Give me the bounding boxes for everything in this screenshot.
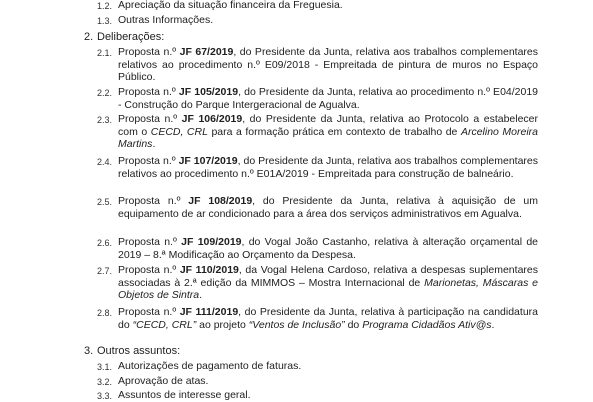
proposal-text: , do Presidente da Junta, relativa à aquisição de um equipamento de ar condicionado para a área dos serviços administrativos em Agualva. xyxy=(118,195,539,220)
item-number: 2.5. xyxy=(97,197,113,207)
item-number: 2.7. xyxy=(97,266,113,276)
proposal-item xyxy=(118,155,538,180)
item-number: 3.1. xyxy=(97,362,113,372)
section-number: 3. xyxy=(84,345,94,357)
proposal-item xyxy=(118,46,538,84)
proposal-item xyxy=(118,306,538,331)
proposal-ref: JF 105/2019 xyxy=(178,86,239,98)
agenda-item: Outras Informações. xyxy=(118,14,214,26)
item-number: 1.3. xyxy=(97,16,113,26)
proposal-prefix: Proposta n.º xyxy=(118,264,180,276)
proposal-text: , do Presidente da Junta, relativa aos trabalhos complementares relativos ao procedimento n.º E01A/2019 - Empreitada para construção de balneário. xyxy=(118,155,539,180)
proposal-entity: “CECD, CRL” xyxy=(132,318,197,331)
proposal-ref: JF 108/2019 xyxy=(188,195,253,207)
proposal-program: Programa Cidadãos Ativ@s xyxy=(362,318,492,331)
proposal-text: , do Presidente da Junta, relativa ao Protocolo a estabelecer com o xyxy=(118,113,539,138)
item-number: 1.2. xyxy=(97,1,113,11)
item-number: 3.2. xyxy=(97,377,113,387)
proposal-ref: JF 110/2019 xyxy=(179,264,239,276)
proposal-ref: JF 67/2019 xyxy=(179,46,234,58)
agenda-item: Apreciação da situação financeira da Freguesia. xyxy=(118,0,343,11)
proposal-prefix: Proposta n.º xyxy=(118,46,180,58)
proposal-text: . xyxy=(491,318,495,331)
section-number: 2. xyxy=(84,31,94,43)
proposal-ref: JF 109/2019 xyxy=(181,236,242,248)
item-number: 2.2. xyxy=(97,88,113,98)
proposal-text: , do Presidente da Junta, relativa à participação na candidatura do xyxy=(118,306,538,331)
item-number: 2.1. xyxy=(97,48,113,58)
proposal-text: para a formação prática em contexto de trabalho de xyxy=(207,125,461,138)
proposal-text: . xyxy=(199,289,203,302)
proposal-ref: JF 111/2019 xyxy=(179,306,239,318)
proposal-item xyxy=(118,236,538,261)
section-title: Outros assuntos: xyxy=(97,345,181,357)
proposal-ref: JF 106/2019 xyxy=(181,113,243,125)
agenda-item: Autorizações de pagamento de faturas. xyxy=(118,360,302,372)
proposal-item xyxy=(118,195,538,220)
proposal-text: , do Vogal João Castanho, relativa à alteração orçamental de 2019 – 8.ª Modificação ao Orçamento da Despesa. xyxy=(118,236,538,261)
proposal-entity: CECD, CRL xyxy=(150,125,208,138)
proposal-prefix: Proposta n.º xyxy=(118,155,179,167)
proposal-text: , da Vogal Helena Cardoso, relativa a despesas suplementares associadas à 2.ª edição da MIMMOS – Mostra Internacional de xyxy=(118,264,538,289)
item-number: 2.4. xyxy=(97,157,113,167)
proposal-text: do xyxy=(344,318,363,331)
item-number: 2.8. xyxy=(97,308,113,318)
proposal-prefix: Proposta n.º xyxy=(118,113,182,125)
agenda-item: Aprovação de atas. xyxy=(118,375,209,387)
section-title: Deliberações: xyxy=(97,31,165,43)
proposal-text: ao projeto xyxy=(196,318,249,331)
item-number: 3.3. xyxy=(97,391,113,401)
proposal-text: . xyxy=(152,138,156,151)
proposal-text: , do Presidente da Junta, relativa ao procedimento n.º E04/2019 - Construção do Parque Intergeracional de Agualva. xyxy=(118,86,539,111)
item-number: 2.3. xyxy=(97,115,113,125)
proposal-prefix: Proposta n.º xyxy=(118,236,182,248)
proposal-ref: JF 107/2019 xyxy=(178,155,238,167)
proposal-item xyxy=(118,264,538,302)
proposal-item xyxy=(118,86,538,111)
agenda-item: Assuntos de interesse geral. xyxy=(118,389,251,401)
proposal-event: Marionetas, Máscaras e Objetos de Sintra xyxy=(118,276,539,302)
item-number: 2.6. xyxy=(97,238,113,248)
proposal-prefix: Proposta n.º xyxy=(118,306,180,318)
proposal-prefix: Proposta n.º xyxy=(118,195,189,207)
proposal-person: Arcelino Moreira Martins xyxy=(118,125,538,151)
proposal-project: “Ventos de Inclusão” xyxy=(248,318,345,331)
proposal-item xyxy=(118,113,538,151)
proposal-prefix: Proposta n.º xyxy=(118,86,179,98)
proposal-text: , do Presidente da Junta, relativa aos trabalhos complementares relativos ao procedimento n.º E09/2018 - Empreitada de pintura de muros no Espaço Público. xyxy=(118,46,538,84)
